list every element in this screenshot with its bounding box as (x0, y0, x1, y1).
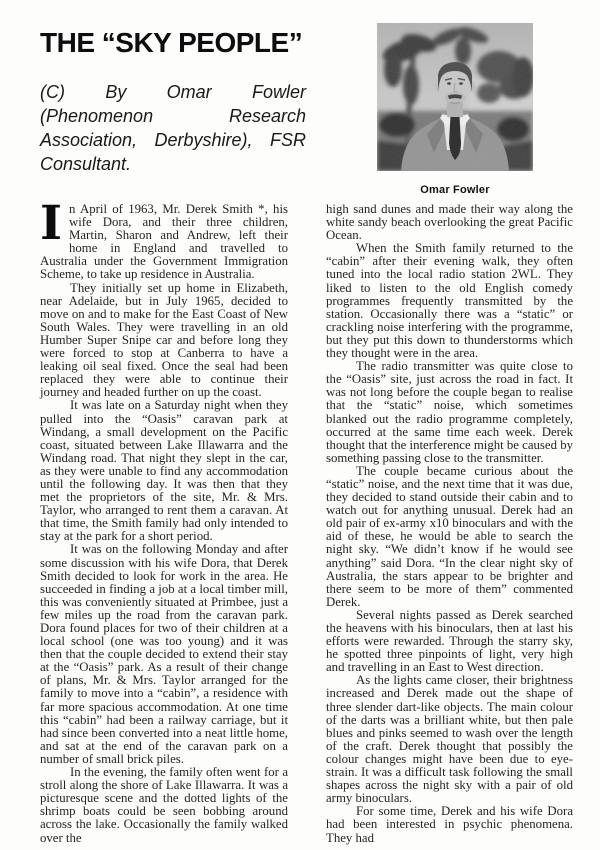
left-column (40, 196, 288, 845)
paragraph: For some time, Derek and his wife Dora had been interested in psychic phenomena. They had (326, 804, 573, 845)
paragraph: They initially set up home in Elizabeth, near Adelaide, but in July 1965, decided to move on and to make for the East Coast of New South Wales. They were travelling in an old Humber Super Snipe car and before long they were forced to stop at Canberra to have a leaking oil seal fixed. Once the seal had been replaced they were able to continue their journey and headed further on up the coast. (40, 280, 288, 400)
article-title: THE “SKY PEOPLE” (40, 27, 303, 58)
byline (40, 80, 306, 176)
paragraph: It was on the following Monday and after some discussion with his wife Dora, that Derek Smith decided to look for work in the area. He succeeded in finding a job at a local timber mill, this was conveniently situated at Primbee, just a few miles up the road from the caravan park. Dora found places for two of their children at a local school (one was too young) and it was then that the couple decided to extend their stay at the “Oasis” park. As a result of their change of plans, Mr. & Mrs. Taylor arranged for the family to move into a “cabin”, a residence with far more spacious accommodation. At one time this “cabin” had been a railway carriage, but it had since been converted into a neat little home, and sat at the end of the caravan park on a number of small brick piles. (40, 542, 288, 766)
paragraph: Several nights passed as Derek searched the heavens with his binoculars, then at last his efforts were rewarded. Through the starry sky, he spotted three pinpoints of light, very high and travelling in an East to West direction. (326, 607, 573, 675)
byline-line: (C) By Omar Fowler (40, 82, 306, 102)
photo-grain-overlay (377, 23, 533, 171)
paragraph: high sand dunes and made their way along the white sandy beach overlooking the great Pacific Ocean. (326, 202, 573, 243)
paragraph: When the Smith family returned to the “cabin” after their evening walk, they often tuned into the local radio station 2WL. They liked to listen to the old English comedy programmes frequently transmitted by the station. Occasionally there was a “static” or crackling noise interfering with the programme, but they put this down to thunderstorms which they thought were in the area. (326, 241, 573, 361)
byline-line: Consultant. (40, 154, 132, 174)
paragraph: As the lights came closer, their brightness increased and Derek made out the shape of three slender dart-like objects. The main colour of the darts was a brilliant white, but then pale blues and pinks seemed to wash over the length of the craft. Derek thought that possibly the colour changes might have been due to eye-strain. It was a difficult task following the small shapes across the night sky with a pair of old army binoculars. (326, 673, 573, 806)
paragraph (40, 196, 288, 282)
right-column (326, 203, 573, 845)
paragraph: In the evening, the family often went for a stroll along the shore of Lake Illawarra. It was a picturesque scene and the dotted lights of the shrimp boats could be seen bobbing around across the lake. Occasionally the family walked over the (40, 765, 288, 845)
portrait-photo-graphic (377, 23, 533, 171)
omar-fowler-photo (377, 23, 533, 171)
paragraph-text: n April of 1963, Mr. Derek Smith *, his wife Dora, and their three children, Martin, Sharon and Andrew, left their home in England and travelled to Australia under the Government Immigration Scheme, to take up residence in Australia. (40, 202, 288, 282)
paragraph: It was late on a Saturday night when they pulled into the “Oasis” caravan park at Windang, a small development on the Pacific coast, situated between Lake Illawarra and the Windang road. That night they slept in the car, as they were unable to find any accommodation until the following day. It was then that they met the proprietors of the site, Mr. & Mrs. Taylor, who arranged to rent them a caravan. At that time, the Smith family had only intended to stay at the park for a short period. (40, 398, 288, 544)
dropcap: I (40, 196, 62, 251)
byline-line: Association, Derbyshire), FSR (40, 130, 306, 150)
paragraph: The couple became curious about the “static” noise, and the next time that it was due, they decided to stand outside their cabin and to watch out for anything unusual. Derek had an old pair of ex-army x10 binoculars and with the aid of these, he would be able to search the night sky. “We didn’t know if he would see anything” said Dora. “In the clear night sky of Australia, the stars appear to be brighter and there seem to be more of them” commented Derek. (326, 463, 573, 609)
paragraph: The radio transmitter was quite close to the “Oasis” site, just across the road in fact. It was not long before the couple began to realise that the “static” noise, which sometimes blanked out the radio programme completely, occurred at the same time each week. Derek thought that the interference might be caused by something passing close to the transmitter. (326, 359, 573, 465)
byline-line: (Phenomenon Research (40, 106, 306, 126)
photo-caption: Omar Fowler (420, 184, 490, 196)
